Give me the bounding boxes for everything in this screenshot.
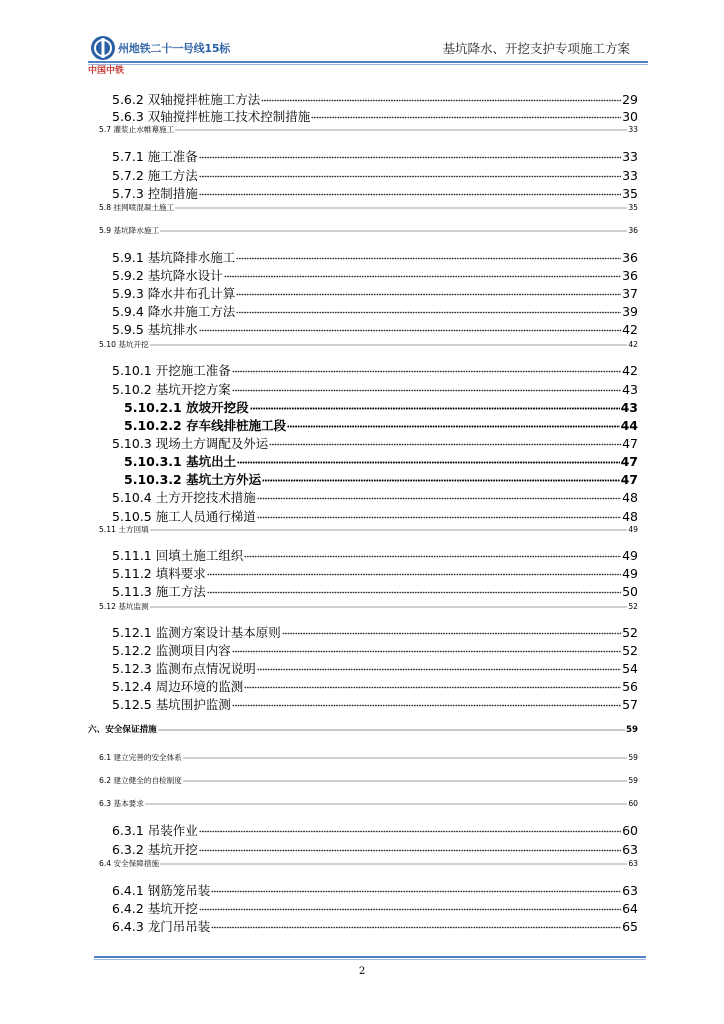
toc-dot-leader bbox=[160, 225, 627, 233]
toc-entry-title: 5.7.2 施工方法 bbox=[112, 168, 198, 183]
toc-entry-page: 48 bbox=[622, 490, 638, 505]
toc-entry-page: 52 bbox=[622, 625, 638, 640]
toc-entry-page: 30 bbox=[622, 109, 638, 124]
toc-entry[interactable] bbox=[112, 821, 638, 839]
toc-entry-page: 39 bbox=[622, 304, 638, 319]
toc-entry[interactable] bbox=[112, 361, 638, 379]
toc-dot-leader bbox=[232, 643, 621, 656]
page-header bbox=[0, 0, 724, 80]
toc-entry[interactable] bbox=[99, 858, 638, 869]
toc-entry-page: 60 bbox=[622, 823, 638, 838]
toc-entry-title: 5.10.2.1 放坡开挖段 bbox=[124, 400, 249, 415]
toc-dot-leader bbox=[232, 363, 621, 376]
toc-entry[interactable] bbox=[112, 166, 638, 184]
toc-dot-leader bbox=[207, 584, 621, 597]
logo-subtitle: 中国中铁 bbox=[88, 66, 125, 76]
toc-entry-page: 43 bbox=[622, 382, 638, 397]
toc-entry-page: 44 bbox=[620, 418, 638, 433]
toc-dot-leader bbox=[175, 202, 627, 210]
toc-dot-leader bbox=[287, 418, 620, 431]
toc-entry-page: 35 bbox=[622, 186, 638, 201]
toc-dot-leader bbox=[199, 149, 621, 162]
toc-entry[interactable] bbox=[99, 202, 638, 213]
toc-entry[interactable] bbox=[124, 398, 638, 416]
toc-entry[interactable] bbox=[88, 723, 638, 735]
toc-entry-title: 5.9.5 基坑排水 bbox=[112, 322, 198, 337]
toc-entry-page: 29 bbox=[622, 92, 638, 107]
toc-entry-title: 5.6.2 双轴搅拌桩施工方法 bbox=[112, 92, 261, 107]
toc-entry-title: 5.7 灌浆止水帷幕施工 bbox=[99, 125, 175, 134]
toc-entry-title: 6.3.1 吊装作业 bbox=[112, 823, 198, 838]
toc-entry[interactable] bbox=[99, 124, 638, 135]
toc-entry[interactable] bbox=[124, 416, 638, 434]
toc-entry-title: 5.10.3.1 基坑出土 bbox=[124, 454, 237, 469]
toc-entry-page: 54 bbox=[622, 661, 638, 676]
toc-entry-title: 5.10.4 土方开挖技术措施 bbox=[112, 490, 256, 505]
toc-entry-title: 5.7.3 控制措施 bbox=[112, 186, 198, 201]
toc-entry-page: 57 bbox=[622, 697, 638, 712]
toc-dot-leader bbox=[150, 601, 628, 609]
toc-entry[interactable] bbox=[112, 546, 638, 564]
toc-entry-page: 47 bbox=[620, 472, 638, 487]
toc-entry-title: 5.12 基坑监测 bbox=[99, 602, 149, 611]
toc-dot-leader bbox=[199, 186, 621, 199]
toc-entry[interactable] bbox=[112, 582, 638, 600]
toc-entry[interactable] bbox=[112, 248, 638, 266]
toc-entry-title: 5.10.2 基坑开挖方案 bbox=[112, 382, 231, 397]
toc-dot-leader bbox=[257, 661, 621, 674]
toc-entry[interactable] bbox=[112, 917, 638, 935]
toc-entry-title: 5.8 挂网喷混凝土施工 bbox=[99, 203, 175, 212]
toc-entry-title: 5.9 基坑降水施工 bbox=[99, 226, 160, 235]
toc-dot-leader bbox=[236, 250, 621, 263]
header-divider-thin bbox=[88, 64, 648, 65]
toc-dot-leader bbox=[261, 92, 621, 105]
toc-entry-page: 42 bbox=[622, 363, 638, 378]
toc-dot-leader bbox=[257, 509, 621, 522]
toc-entry[interactable] bbox=[112, 564, 638, 582]
toc-dot-leader bbox=[269, 436, 621, 449]
toc-entry-title: 5.11.1 回填土施工组织 bbox=[112, 548, 244, 563]
toc-entry-page: 33 bbox=[622, 168, 638, 183]
toc-entry-page: 36 bbox=[628, 226, 638, 235]
toc-dot-leader bbox=[160, 858, 627, 866]
toc-dot-leader bbox=[199, 322, 621, 335]
toc-entry-title: 6.4.3 龙门吊吊装 bbox=[112, 919, 211, 934]
toc-entry[interactable] bbox=[99, 752, 638, 763]
toc-entry[interactable] bbox=[112, 90, 638, 108]
toc-entry-title: 5.9.1 基坑降排水施工 bbox=[112, 250, 236, 265]
toc-entry-title: 5.9.2 基坑降水设计 bbox=[112, 268, 223, 283]
toc-entry-title: 6.3 基本要求 bbox=[99, 799, 144, 808]
toc-entry-title: 6.4 安全保障措施 bbox=[99, 859, 160, 868]
document-title: 基坑降水、开挖支护专项施工方案 bbox=[442, 41, 630, 56]
toc-entry[interactable] bbox=[112, 840, 638, 858]
toc-entry[interactable] bbox=[112, 659, 638, 677]
toc-entry-page: 33 bbox=[622, 149, 638, 164]
toc-entry-title: 5.10 基坑开挖 bbox=[99, 340, 149, 349]
toc-entry-page: 52 bbox=[622, 643, 638, 658]
toc-dot-leader bbox=[199, 842, 621, 855]
toc-entry-title: 5.10.1 开挖施工准备 bbox=[112, 363, 231, 378]
toc-entry-page: 52 bbox=[628, 602, 638, 611]
toc-dot-leader bbox=[158, 723, 625, 732]
toc-entry[interactable] bbox=[112, 695, 638, 713]
toc-entry-title: 5.12.5 基坑围护监测 bbox=[112, 697, 231, 712]
toc-entry-page: 63 bbox=[622, 883, 638, 898]
toc-entry[interactable] bbox=[112, 266, 638, 284]
toc-entry-page: 64 bbox=[622, 901, 638, 916]
toc-entry[interactable] bbox=[112, 434, 638, 452]
page-number: 2 bbox=[358, 966, 366, 977]
toc-entry-page: 36 bbox=[622, 268, 638, 283]
toc-entry-title: 5.9.4 降水井施工方法 bbox=[112, 304, 236, 319]
toc-entry-page: 65 bbox=[622, 919, 638, 934]
toc-dot-leader bbox=[175, 124, 627, 132]
toc-entry[interactable] bbox=[112, 302, 638, 320]
toc-entry[interactable] bbox=[112, 380, 638, 398]
toc-entry-page: 50 bbox=[622, 584, 638, 599]
toc-entry-title: 5.11 土方回填 bbox=[99, 525, 149, 534]
toc-entry-page: 36 bbox=[622, 250, 638, 265]
toc-entry-page: 43 bbox=[620, 400, 638, 415]
toc-entry-page: 37 bbox=[622, 286, 638, 301]
toc-entry[interactable] bbox=[112, 623, 638, 641]
toc-entry-title: 6.3.2 基坑开挖 bbox=[112, 842, 198, 857]
toc-entry-title: 5.10.3 现场土方调配及外运 bbox=[112, 436, 269, 451]
footer-divider-thin bbox=[94, 959, 646, 960]
toc-dot-leader bbox=[244, 548, 621, 561]
toc-entry-page: 59 bbox=[626, 725, 638, 735]
toc-entry-title: 6.2 建立健全的自检制度 bbox=[99, 776, 182, 785]
logo-text: 州地铁二十一号线15标 bbox=[118, 42, 231, 55]
toc-entry[interactable] bbox=[99, 601, 638, 612]
toc-entry[interactable] bbox=[112, 107, 638, 125]
toc-entry-page: 47 bbox=[620, 454, 638, 469]
toc-entry-page: 49 bbox=[622, 566, 638, 581]
toc-dot-leader bbox=[262, 472, 620, 485]
toc-entry[interactable] bbox=[99, 775, 638, 786]
toc-dot-leader bbox=[183, 775, 627, 783]
toc-entry-page: 42 bbox=[622, 322, 638, 337]
toc-entry[interactable] bbox=[99, 339, 638, 350]
toc-entry-page: 42 bbox=[628, 340, 638, 349]
toc-entry-page: 63 bbox=[622, 842, 638, 857]
toc-entry[interactable] bbox=[112, 320, 638, 338]
toc-entry[interactable] bbox=[112, 147, 638, 165]
toc-dot-leader bbox=[150, 524, 628, 532]
toc-entry-page: 48 bbox=[622, 509, 638, 524]
toc-dot-leader bbox=[236, 304, 621, 317]
toc-entry-title: 5.10.2.2 存车线排桩施工段 bbox=[124, 418, 287, 433]
metro-logo-icon bbox=[90, 35, 116, 61]
toc-entry-page: 49 bbox=[628, 525, 638, 534]
toc-dot-leader bbox=[150, 339, 628, 347]
toc-dot-leader bbox=[311, 109, 621, 122]
toc-dot-leader bbox=[199, 168, 621, 181]
toc-dot-leader bbox=[257, 490, 621, 503]
toc-entry-title: 5.12.2 监测项目内容 bbox=[112, 643, 231, 658]
toc-entry-title: 5.11.2 填料要求 bbox=[112, 566, 206, 581]
toc-entry-page: 33 bbox=[628, 125, 638, 134]
toc-entry-title: 5.10.5 施工人员通行梯道 bbox=[112, 509, 256, 524]
toc-entry[interactable] bbox=[112, 677, 638, 695]
toc-dot-leader bbox=[282, 625, 621, 638]
header-divider bbox=[88, 61, 648, 63]
toc-dot-leader bbox=[211, 883, 621, 896]
toc-entry[interactable] bbox=[112, 507, 638, 525]
toc-entry-title: 六、安全保证措施 bbox=[88, 725, 157, 735]
company-logo bbox=[88, 34, 268, 76]
toc-entry[interactable] bbox=[112, 881, 638, 899]
toc-entry-title: 6.1 建立完善的安全体系 bbox=[99, 753, 182, 762]
toc-entry-title: 5.6.3 双轴搅拌桩施工技术控制措施 bbox=[112, 109, 311, 124]
footer-divider bbox=[94, 956, 646, 958]
toc-entry-title: 5.11.3 施工方法 bbox=[112, 584, 206, 599]
toc-entry-page: 35 bbox=[628, 203, 638, 212]
toc-entry[interactable] bbox=[112, 284, 638, 302]
toc-dot-leader bbox=[236, 286, 621, 299]
toc-entry-page: 59 bbox=[628, 776, 638, 785]
toc-entry-title: 5.12.4 周边环境的监测 bbox=[112, 679, 244, 694]
toc-entry[interactable] bbox=[112, 899, 638, 917]
toc-entry-title: 5.12.1 监测方案设计基本原则 bbox=[112, 625, 281, 640]
toc-dot-leader bbox=[211, 919, 621, 932]
toc-dot-leader bbox=[237, 454, 620, 467]
toc-entry[interactable] bbox=[124, 452, 638, 470]
toc-entry-title: 6.4.1 钢筋笼吊装 bbox=[112, 883, 211, 898]
toc-entry-page: 60 bbox=[628, 799, 638, 808]
toc-entry-page: 49 bbox=[622, 548, 638, 563]
toc-dot-leader bbox=[232, 697, 621, 710]
toc-entry-page: 63 bbox=[628, 859, 638, 868]
toc-entry[interactable] bbox=[99, 798, 638, 809]
toc-entry[interactable] bbox=[112, 488, 638, 506]
toc-entry[interactable] bbox=[99, 225, 638, 236]
toc-dot-leader bbox=[224, 268, 621, 281]
toc-dot-leader bbox=[199, 901, 621, 914]
toc-entry[interactable] bbox=[112, 641, 638, 659]
toc-entry[interactable] bbox=[124, 470, 638, 488]
toc-dot-leader bbox=[250, 400, 620, 413]
toc-dot-leader bbox=[232, 382, 621, 395]
toc-entry-title: 5.7.1 施工准备 bbox=[112, 149, 198, 164]
toc-dot-leader bbox=[145, 798, 627, 806]
toc-entry-page: 47 bbox=[622, 436, 638, 451]
toc-dot-leader bbox=[183, 752, 627, 760]
toc-entry[interactable] bbox=[112, 184, 638, 202]
toc-entry-page: 56 bbox=[622, 679, 638, 694]
toc-dot-leader bbox=[199, 823, 621, 836]
toc-entry-title: 6.4.2 基坑开挖 bbox=[112, 901, 198, 916]
toc-entry-title: 5.9.3 降水井布孔计算 bbox=[112, 286, 236, 301]
toc-entry-title: 5.12.3 监测布点情况说明 bbox=[112, 661, 256, 676]
toc-dot-leader bbox=[244, 679, 621, 692]
toc-entry[interactable] bbox=[99, 524, 638, 535]
toc-entry-page: 59 bbox=[628, 753, 638, 762]
toc-entry-title: 5.10.3.2 基坑土方外运 bbox=[124, 472, 262, 487]
toc-dot-leader bbox=[207, 566, 621, 579]
